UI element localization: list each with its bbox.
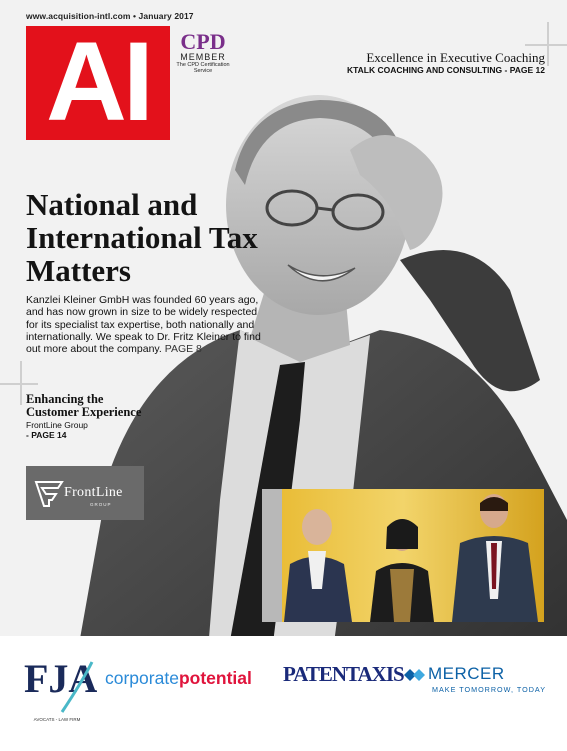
fja-logo-caption: AVOCATS - LAW FIRM bbox=[33, 717, 81, 722]
logo-text: AI bbox=[46, 19, 150, 144]
feature-teaser-subtitle bbox=[26, 420, 146, 440]
corporate-potential-logo-part-b: potential bbox=[178, 668, 252, 688]
frontline-logo-group: GROUP bbox=[90, 502, 112, 507]
feature-teaser-page: - PAGE 14 bbox=[26, 430, 67, 440]
frontline-logo bbox=[26, 466, 144, 520]
mercer-emblem-icon bbox=[404, 667, 426, 683]
sponsor-strip bbox=[0, 636, 567, 751]
patentaxis-logo[interactable]: PATENTAXIS bbox=[283, 662, 404, 686]
cpd-badge-member: MEMBER bbox=[180, 52, 226, 62]
corporate-potential-logo[interactable] bbox=[105, 668, 252, 688]
mercer-logo-word: MERCER bbox=[428, 664, 505, 683]
cover-lede bbox=[26, 294, 271, 355]
cover-lede-text: Kanzlei Kleiner GmbH was founded 60 years ago, and has now grown in size to be widely respected for its specialist tax expertise, both nationally and internationally. We speak to Dr. Fritz Kleiner to find out more about the company. bbox=[26, 294, 261, 356]
cpd-badge-caption: The CPD Certification Service bbox=[176, 62, 230, 74]
fja-logo[interactable] bbox=[22, 652, 97, 722]
frontline-emblem-icon bbox=[34, 478, 64, 508]
team-photo bbox=[262, 489, 544, 622]
cpd-member-badge bbox=[172, 29, 234, 74]
cpd-badge-title: CPD bbox=[180, 29, 226, 54]
coaching-teaser[interactable] bbox=[345, 50, 545, 76]
cover-lede-page[interactable]: PAGE 8 bbox=[164, 343, 202, 356]
frontline-logo-word: FrontLine bbox=[64, 485, 123, 500]
fja-logo-letters: FJA bbox=[24, 656, 97, 701]
coaching-teaser-subtitle: KTALK COACHING AND CONSULTING - PAGE 12 bbox=[346, 65, 545, 75]
coaching-teaser-title: Excellence in Executive Coaching bbox=[366, 50, 545, 65]
magazine-logo bbox=[26, 19, 170, 144]
corporate-potential-logo-part-a: corporate bbox=[105, 668, 179, 688]
feature-teaser[interactable] bbox=[26, 393, 146, 440]
feature-teaser-company: FrontLine Group bbox=[26, 420, 88, 430]
team-photo-illustration bbox=[262, 489, 544, 622]
masthead-url-date: www.acquisition-intl.com • January 2017 bbox=[26, 11, 194, 21]
feature-teaser-title: Enhancing the Customer Experience bbox=[26, 392, 142, 419]
cover-headline: National and International Tax Matters bbox=[26, 187, 258, 288]
fja-logo-mark-icon bbox=[22, 652, 97, 716]
mercer-logo-tagline: MAKE TOMORROW, TODAY bbox=[432, 685, 546, 694]
